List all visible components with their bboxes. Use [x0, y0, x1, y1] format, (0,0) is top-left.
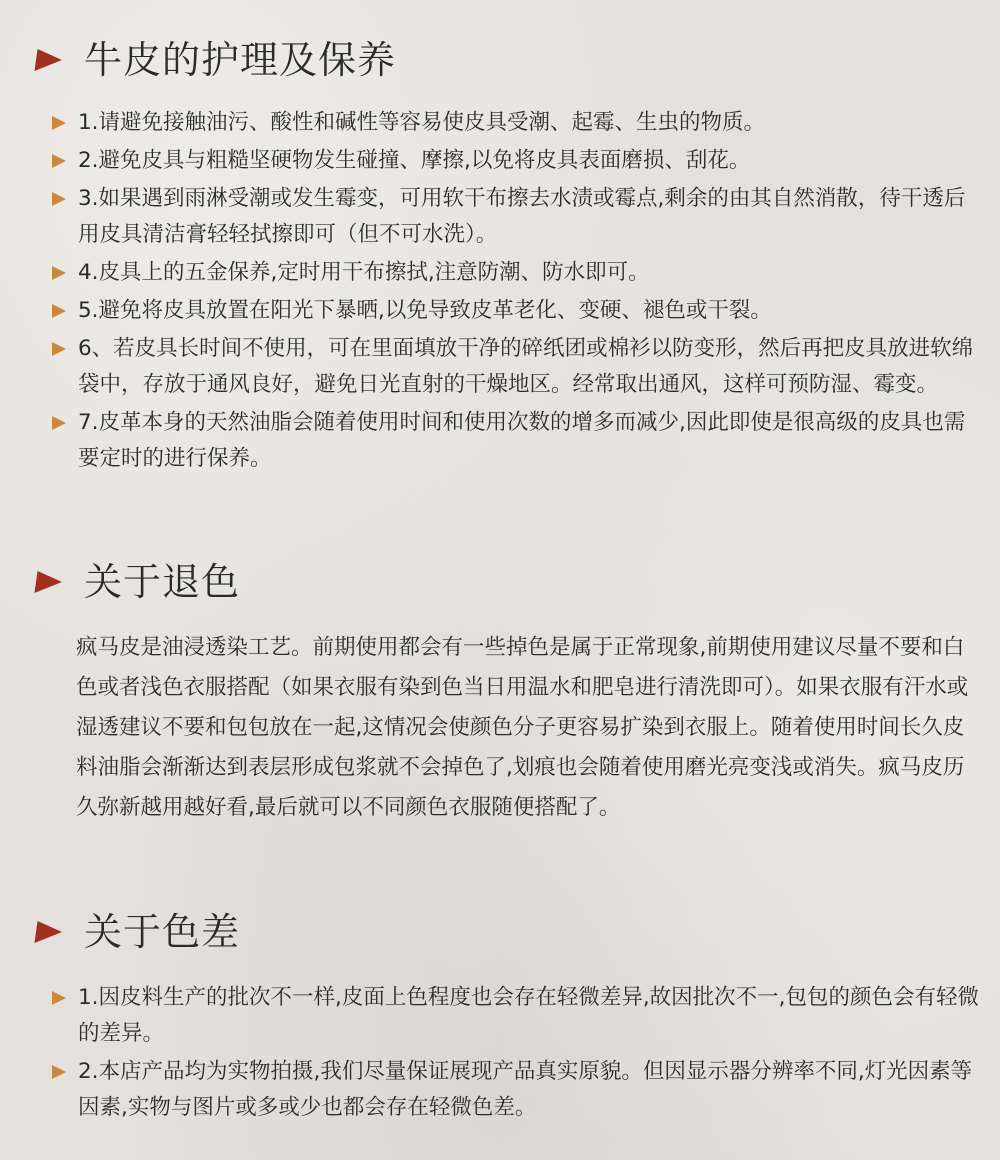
section-title-text: 牛皮的护理及保养	[84, 38, 397, 82]
list-item	[52, 293, 982, 329]
small-triangle-bullet-icon	[52, 192, 66, 206]
small-triangle-bullet-icon	[52, 266, 66, 280]
list-item	[52, 331, 982, 403]
list-item-text: 4.皮具上的五金保养,定时用干布擦拭,注意防潮、防水即可。	[78, 260, 650, 285]
list-item-text: 6、若皮具长时间不使用，可在里面填放干净的碎纸团或棉衫以防变形，然后再把皮具放进软绵袋中，存放于通风良好，避免日光直射的干燥地区。经常取出通风，这样可预防湿、霉变。	[78, 336, 974, 397]
list-item	[52, 255, 982, 291]
triangle-arrow-icon	[34, 921, 63, 943]
list-item	[52, 405, 982, 477]
section-title-text: 关于退色	[84, 560, 241, 604]
fading-paragraph: 疯马皮是油浸透染工艺。前期使用都会有一些掉色是属于正常现象,前期使用建议尽量不要和白色或者浅色衣服搭配（如果衣服有染到色当日用温水和肥皂进行清洗即可）。如果衣服有汗水或湿透建议不要和包包放在一起,这情况会使颜色分子更容易扩染到衣服上。随着使用时间长久皮料油脂会渐渐达到表层形成包浆就不会掉色了,划痕也会随着使用磨光亮变浅或消失。疯马皮历久弥新越用越好看,最后就可以不同颜色衣服随便搭配了。	[76, 635, 969, 820]
small-triangle-bullet-icon	[52, 416, 66, 430]
small-triangle-bullet-icon	[52, 304, 66, 318]
list-item-text: 2.本店产品均为实物拍摄,我们尽量保证展现产品真实原貌。但因显示器分辨率不同,灯光因素等因素,实物与图片或多或少也都会存在轻微色差。	[78, 1059, 973, 1120]
section-title-leather-care	[36, 38, 396, 82]
small-triangle-bullet-icon	[52, 154, 66, 168]
list-item	[52, 143, 982, 179]
section-title-text: 关于色差	[84, 910, 241, 954]
list-item-text: 3.如果遇到雨淋受潮或发生霉变，可用软干布擦去水渍或霉点,剩余的由其自然消散，待干透后用皮具清洁膏轻轻拭擦即可（但不可水洗）。	[78, 186, 966, 247]
list-item-text: 1.因皮料生产的批次不一样,皮面上色程度也会存在轻微差异,故因批次不一,包包的颜色会有轻微的差异。	[78, 985, 980, 1046]
section-title-fading	[36, 560, 240, 604]
small-triangle-bullet-icon	[52, 1065, 66, 1079]
list-item	[52, 980, 982, 1052]
leather-care-list	[52, 105, 982, 477]
list-item	[52, 1054, 982, 1126]
list-item-text: 2.避免皮具与粗糙坚硬物发生碰撞、摩擦,以免将皮具表面磨损、刮花。	[78, 148, 751, 173]
list-item-text: 5.避免将皮具放置在阳光下暴晒,以免导致皮革老化、变硬、褪色或干裂。	[78, 298, 772, 323]
small-triangle-bullet-icon	[52, 342, 66, 356]
small-triangle-bullet-icon	[52, 991, 66, 1005]
triangle-arrow-icon	[34, 49, 63, 71]
color-difference-list	[52, 980, 982, 1126]
list-item-text: 1.请避免接触油污、酸性和碱性等容易使皮具受潮、起霉、生虫的物质。	[78, 110, 766, 135]
list-item	[52, 181, 982, 253]
small-triangle-bullet-icon	[52, 116, 66, 130]
section-title-color-difference	[36, 910, 240, 954]
list-item	[52, 105, 982, 141]
list-item-text: 7.皮革本身的天然油脂会随着使用时间和使用次数的增多而减少,因此即使是很高级的皮具也需要定时的进行保养。	[78, 410, 966, 471]
triangle-arrow-icon	[34, 571, 63, 593]
